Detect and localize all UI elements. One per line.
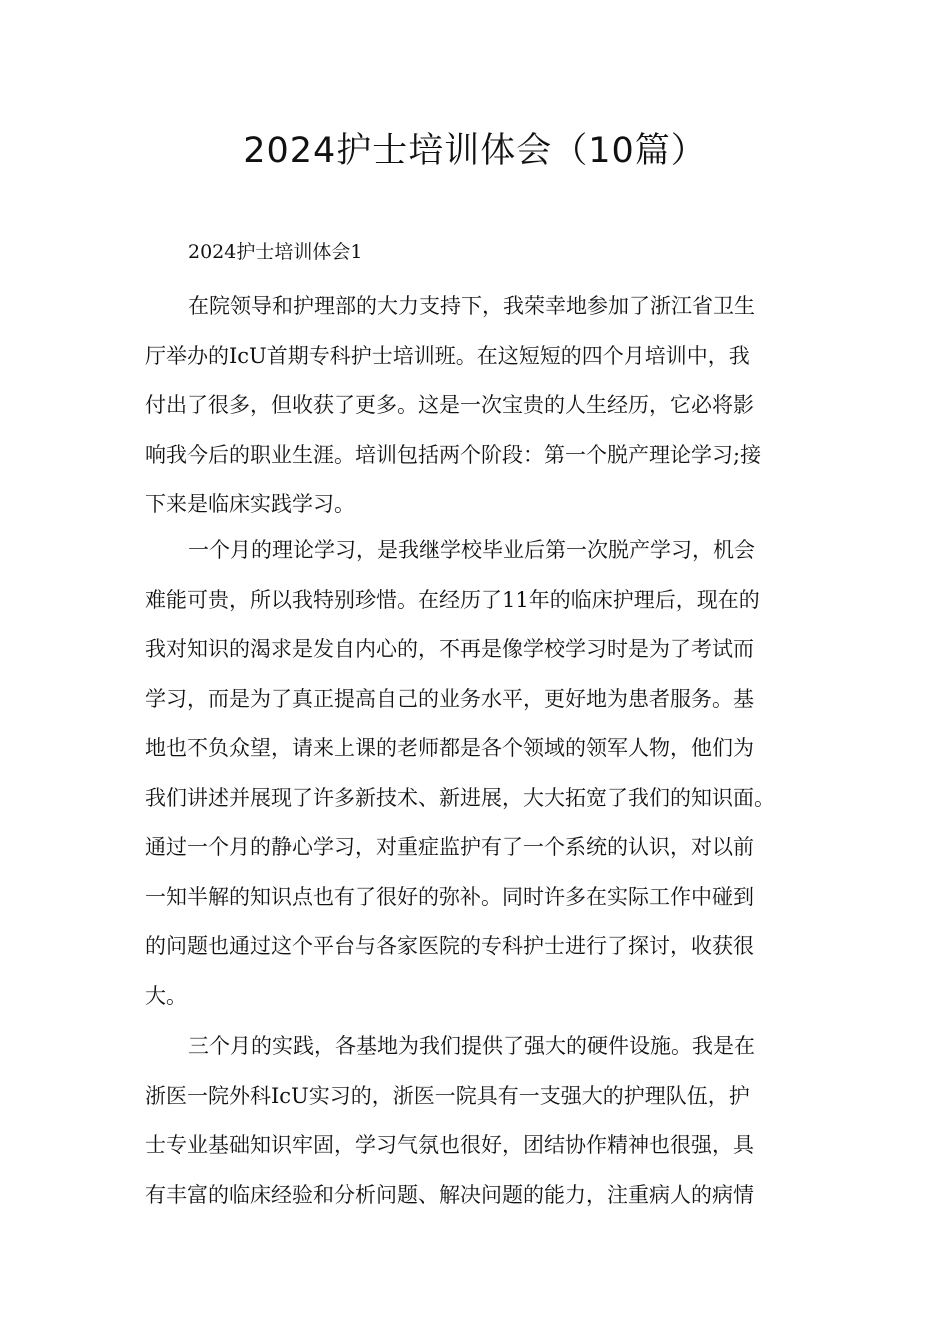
paragraph-line: 我对知识的渴求是发自内心的，不再是像学校学习时是为了考试而 xyxy=(145,637,754,661)
paragraph-line: 响我今后的职业生涯。培训包括两个阶段：第一个脱产理论学习;接 xyxy=(145,442,762,467)
paragraph-line: 三个月的实践，各基地为我们提供了强大的硬件设施。我是在 xyxy=(188,1034,755,1058)
paragraph-line: 我们讲述并展现了许多新技术、新进展，大大拓宽了我们的知识面。 xyxy=(145,785,775,810)
paragraph-line: 的问题也通过这个平台与各家医院的专科护士进行了探讨，收获很 xyxy=(145,934,754,958)
document-title: 2024护士培训体会（10篇） xyxy=(243,131,707,171)
paragraph-1 xyxy=(145,282,815,530)
paragraph-line: 有丰富的临床经验和分析问题、解决问题的能力，注重病人的病情 xyxy=(145,1182,754,1207)
paragraph-line: 通过一个月的静心学习，对重症监护有了一个系统的认识，对以前 xyxy=(145,835,754,859)
paragraph-line: 下来是临床实践学习。 xyxy=(145,492,355,516)
paragraph-line: 士专业基础知识牢固，学习气氛也很好，团结协作精神也很强，具 xyxy=(145,1133,754,1157)
paragraph-line: 付出了很多，但收获了更多。这是一次宝贵的人生经历，它必将影 xyxy=(145,393,754,417)
paragraph-line: 浙医一院外科IcU实习的，浙医一院具有一支强大的护理队伍，护 xyxy=(145,1083,750,1108)
paragraph-line: 难能可贵，所以我特别珍惜。在经历了11年的临床护理后，现在的 xyxy=(145,587,760,612)
paragraph-line: 一个月的理论学习，是我继学校毕业后第一次脱产学习，机会 xyxy=(188,538,755,562)
paragraph-line: 一知半解的知识点也有了很好的弥补。同时许多在实际工作中碰到 xyxy=(145,884,754,909)
paragraph-3 xyxy=(145,1022,815,1220)
paragraph-line: 地也不负众望，请来上课的老师都是各个领域的领军人物，他们为 xyxy=(145,736,754,760)
paragraph-line: 大。 xyxy=(145,983,187,1008)
paragraph-line: 学习，而是为了真正提高自己的业务水平，更好地为患者服务。基 xyxy=(145,686,754,711)
section-heading: 2024护士培训体会1 xyxy=(188,241,363,263)
paragraph-line: 在院领导和护理部的大力支持下，我荣幸地参加了浙江省卫生 xyxy=(188,294,755,318)
paragraph-line: 厅举办的IcU首期专科护士培训班。在这短短的四个月培训中，我 xyxy=(145,343,750,368)
paragraph-2 xyxy=(145,526,815,1021)
